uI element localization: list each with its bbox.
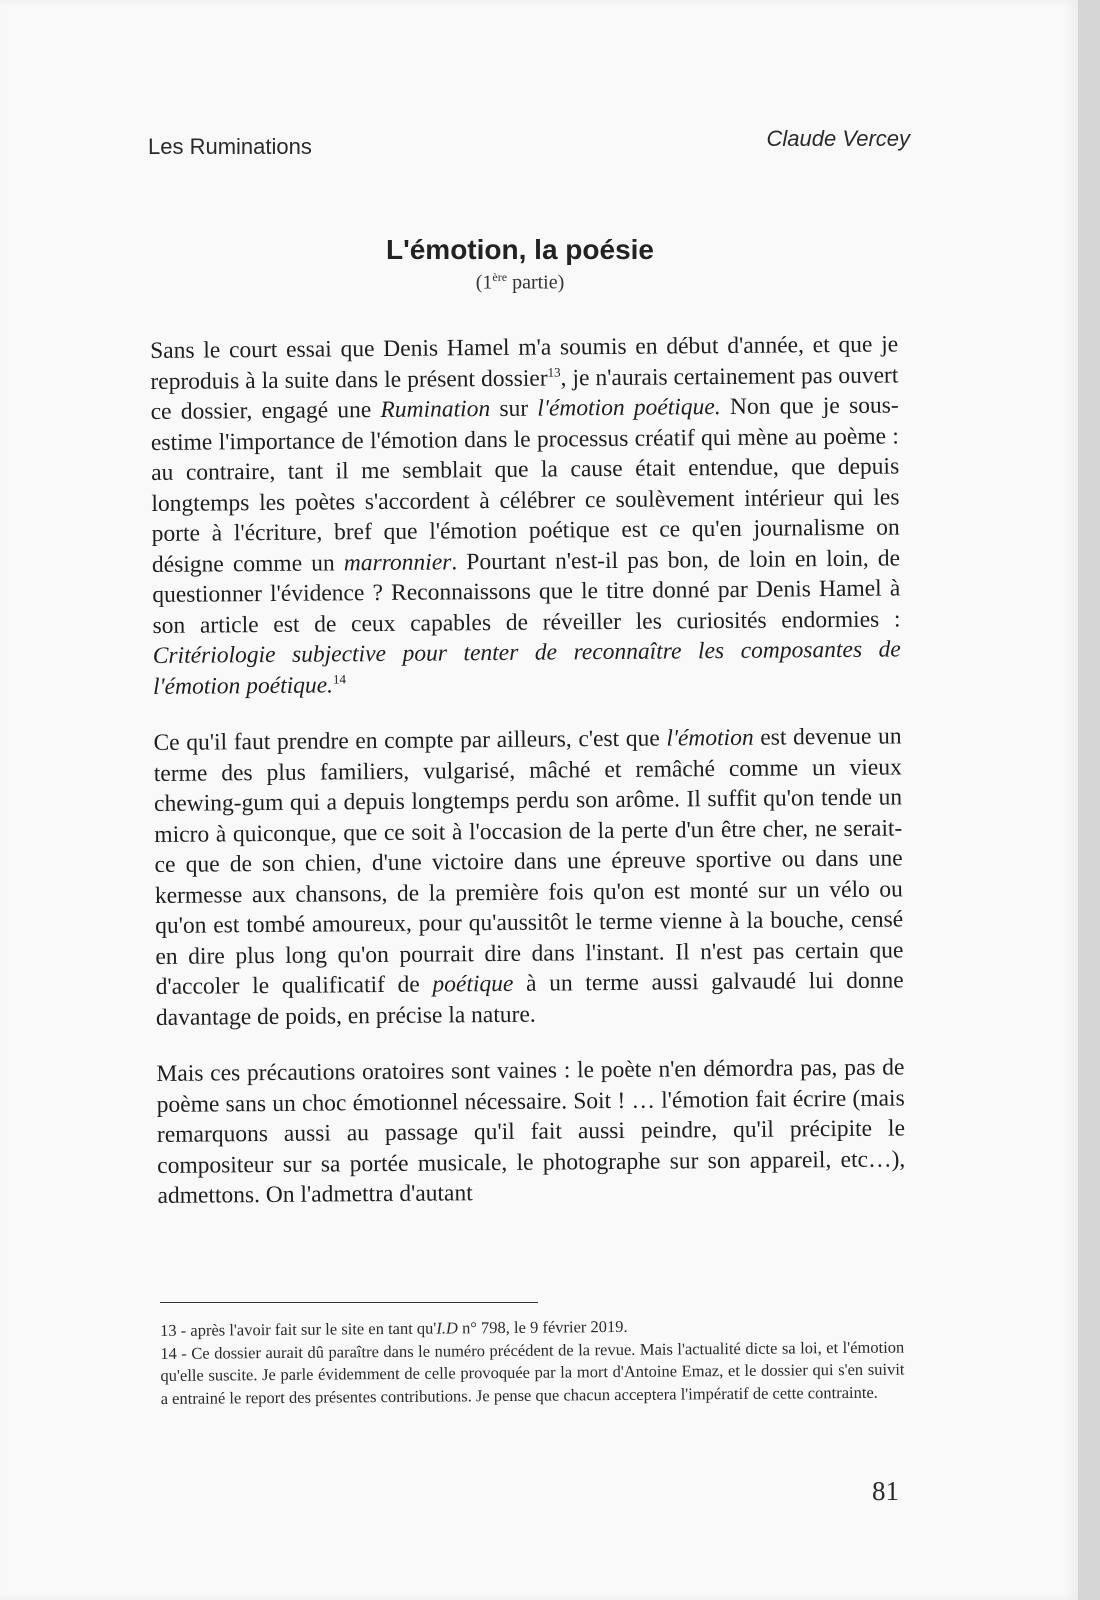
- p2-text-b: est devenue un terme des plus familiers, vulgarisé, mâché et remâché comme un vieux chewing-gum qui a depuis longtemps perdu son arôme. Il suffit qu'on tende un micro à quiconque, que ce soit à l'occasion de la perte d'un être cher, ne serait-ce que de son chien, d'une victoire dans une épreuve sportive ou dans une kermesse aux chansons, de la première fois qu'on est monté sur un vélo ou qu'on est tombé amoureux, pour qu'aussitôt le terme vienne à la bouche, censé en dire plus long qu'on pourrait dire dans l'instant. Il n'est pas certain que d'accoler le qualificatif de: [153, 723, 904, 1000]
- p1-italic-criteriologie: Critériologie subjective pour tenter de reconnaître les composantes de l'émotion poétique.: [152, 636, 901, 700]
- p1-text-e: . Pourtant n'est-il pas bon, de loin en loin, de questionner l'évidence ? Reconnaissons que le titre donné par Denis Hamel à son article est de ceux capables de réveiller les curiosités endormies :: [152, 544, 901, 639]
- subtitle-open: (1: [475, 271, 493, 294]
- p1-italic-rumination: Rumination: [380, 396, 491, 423]
- fn13-italic: I.D: [436, 1318, 458, 1338]
- page-edge: [1078, 0, 1100, 1600]
- running-header-journal: Les Ruminations: [148, 134, 312, 159]
- p1-text-d: Non que je sous-estime l'importance de l'émotion dans le processus créatif qui mène au poème : au contraire, tant il me semblait que la cause était entendue, que depuis longtemps les poètes s'accordent à célébrer ce soulèvement intérieur qui les porte à l'écriture, bref que l'émotion poétique est ce qu'en journalisme on désigne comme un: [150, 392, 900, 578]
- page-number: 81: [872, 1476, 899, 1506]
- paragraph-2: [153, 721, 904, 1033]
- paragraph-1: [150, 329, 901, 702]
- footnotes: [160, 1314, 905, 1410]
- p2-italic-poetique: poétique: [432, 970, 514, 998]
- fn13-text-b: n° 798, le 9 février 2019.: [457, 1316, 628, 1338]
- running-header-author: Claude Vercey: [766, 126, 910, 151]
- article-body: [150, 329, 906, 1237]
- fn13-text-a: 13 - après l'avoir fait sur le site en tant qu': [160, 1318, 437, 1340]
- subtitle-close: partie): [507, 271, 565, 294]
- p1-italic-marronnier: marronnier: [343, 548, 452, 576]
- p1-italic-emotion-poetique: l'émotion poétique.: [537, 394, 721, 422]
- article-title: L'émotion, la poésie: [385, 234, 655, 265]
- footnote-14: 14 - Ce dossier aurait dû paraître dans le numéro précédent de la revue. Mais l'actualité dicte sa loi, et l'émotion qu'elle suscite. Je parle évidemment de celle provoquée par la mort d'Antoine Emaz, et le dossier qui s'en suivit a entrainé le report des présentes contributions. Je pense que chacun acceptera l'impératif de cette contrainte.: [160, 1337, 905, 1408]
- p1-text-c: sur: [490, 395, 538, 423]
- paragraph-3: Mais ces précautions oratoires sont vaines : le poète n'en démordra pas, pas de poème sans un choc émotionnel nécessaire. Soit ! … l'émotion fait écrire (mais remarquons aussi au passage qu'il fait aussi peindre, qu'il précipite le compositeur sur sa portée musicale, le photographe sur son appareil, etc…), admettons. On l'admettra d'autant: [156, 1054, 906, 1209]
- footnote-ref-13: 13: [547, 364, 561, 380]
- article-subtitle: [0, 270, 1040, 295]
- p1-text-a: Sans le court essai que Denis Hamel m'a soumis en début d'année, et que je reproduis à la suite dans le présent dossier: [150, 331, 899, 395]
- subtitle-superscript: ère: [492, 270, 508, 284]
- p2-italic-emotion: l'émotion: [666, 724, 754, 752]
- p2-text-a: Ce qu'il faut prendre en compte par ailleurs, c'est que: [153, 725, 667, 756]
- p1-text-b: , je n'aurais certainement pas ouvert ce dossier, engagé une: [150, 361, 899, 425]
- footnote-ref-14: 14: [332, 670, 346, 687]
- p2-text-c: à un terme aussi galvaudé lui donne davantage de poids, en précise la nature.: [155, 967, 904, 1031]
- footnote-divider: [160, 1302, 538, 1303]
